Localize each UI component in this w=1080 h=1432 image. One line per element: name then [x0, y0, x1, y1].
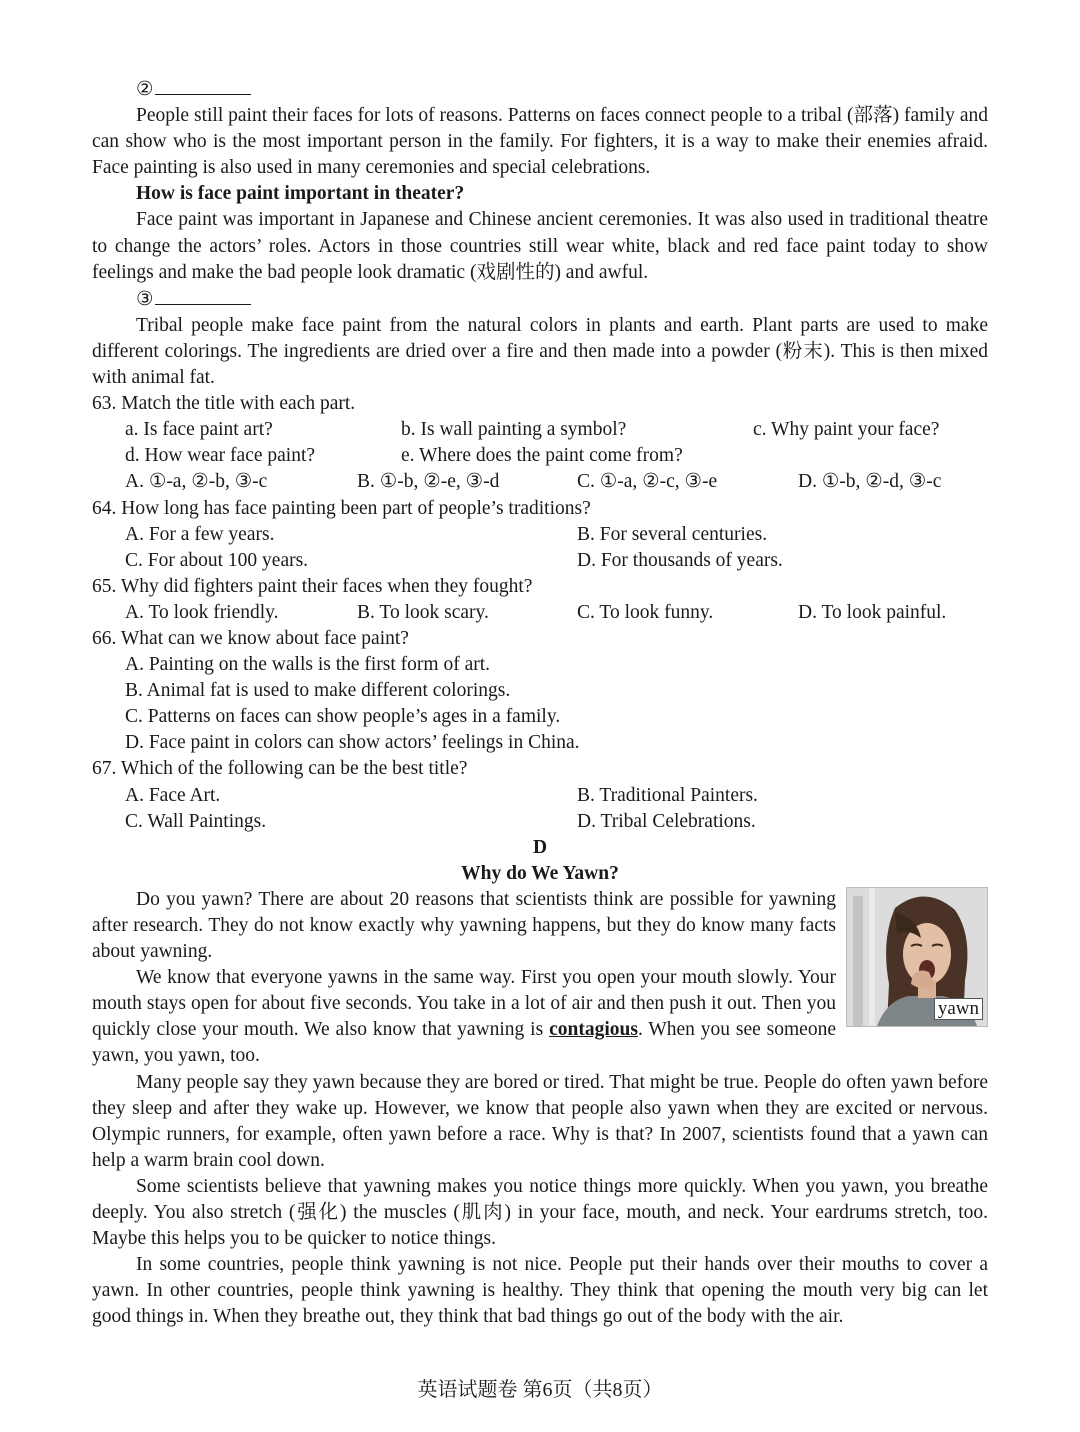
question-64-stem: 64. How long has face painting been part of people’s traditions? — [92, 497, 591, 519]
paragraph-d-5: In some countries, people think yawning is not nice. People put their hands over their mouths to cover a yawn. In other countries, people think yawning is healthy. They think that opening the mouth very big can let good things in. When they breathe out, they think that bad things go out of the body with the air. — [92, 1254, 988, 1328]
paragraph-tribal: Tribal people make face paint from the natural colors in plants and earth. Plant parts are used to make different colorings. The ingredients are dried over a fire and then made into a powder (粉末). This is then mixed with animal fat. — [92, 314, 988, 389]
section-d-letter: D — [532, 836, 548, 858]
question-67-stem: 67. Which of the following can be the best title? — [92, 758, 468, 780]
answer-option-c: C. Wall Paintings. — [125, 810, 267, 832]
question-67-options-row-1 — [92, 783, 988, 809]
answer-option-d: D. To look painful. — [798, 601, 947, 623]
answer-option-c: C. For about 100 years. — [125, 549, 309, 571]
title-option-a: a. Is face paint art? — [125, 419, 273, 441]
paragraph-reasons: People still paint their faces for lots of reasons. Patterns on faces connect people to a tribal (部落) family and can show who is the most important person in the family. For fighters, it is a way to make their enemies afraid. Face painting is also used in many ceremonies and special celebrations. — [92, 105, 988, 179]
question-63-stem: 63. Match the title with each part. — [92, 393, 356, 415]
question-64-options-row-2 — [92, 548, 988, 574]
answer-option-c: C. To look funny. — [577, 601, 714, 623]
question-65-stem: 65. Why did fighters paint their faces when they fought? — [92, 575, 533, 597]
answer-option-b: B. For several centuries. — [577, 523, 768, 545]
paragraph-d-4: Some scientists believe that yawning makes you notice things more quickly. When you yawn, you breathe deeply. You also stretch (强化) the muscles (肌肉) in your face, mouth, and neck. Your eardrums stretch, too. Maybe this helps you to be quicker to notice things. — [92, 1175, 988, 1250]
blank-2-line — [155, 76, 251, 95]
blank-3 — [92, 286, 988, 313]
answer-option-c: C. Patterns on faces can show people’s ages in a family. — [125, 706, 561, 728]
paragraph-theater: Face paint was important in Japanese and Chinese ancient ceremonies. It was also used in traditional theatre to change the actors’ roles. Actors in those countries still wear white, black and red face paint today to show feelings and make the bad people look dramatic (戏剧性的) and awful. — [92, 209, 988, 283]
answer-option-a: A. Painting on the walls is the first form of art. — [125, 654, 491, 676]
paragraph-d-2-text: We know that everyone yawns in the same way. First you open your mouth slowly. Your mouth stays open for about five seconds. You take in a lot of air and then push it out. Then you quickly close your mouth. We also know that yawning is — [92, 967, 836, 1041]
question-67-options-row-2 — [92, 809, 988, 835]
blank-2-marker: ② — [136, 79, 154, 100]
answer-option-a: A. For a few years. — [125, 523, 275, 545]
answer-option-d: D. ①-b, ②-d, ③-c — [798, 471, 942, 493]
paragraph-d-3: Many people say they yawn because they are bored or tired. That might be true. People do often yawn before they sleep and after they wake up. However, we know that people also yawn when they are excited or nervous. Olympic runners, for example, often yawn before a race. Why is that? In 2007, scientists found that a yawn can help a warm brain cool down. — [92, 1071, 988, 1171]
answer-option-a: A. To look friendly. — [125, 601, 279, 623]
question-66-stem: 66. What can we know about face paint? — [92, 627, 409, 649]
answer-option-d: D. Face paint in colors can show actors’ feelings in China. — [125, 732, 580, 754]
title-option-b: b. Is wall painting a symbol? — [401, 419, 627, 441]
yawning-woman-photo — [846, 887, 988, 1027]
heading-theater: How is face paint important in theater? — [136, 183, 465, 205]
section-d-title: Why do We Yawn? — [461, 862, 619, 884]
question-65-options — [92, 600, 988, 626]
paragraph-d-2-end: . When you see someone yawn, you yawn, too. — [92, 1019, 836, 1067]
answer-option-b: B. ①-b, ②-e, ③-d — [357, 471, 500, 493]
photo-label: yawn — [934, 998, 983, 1020]
answer-option-d: D. Tribal Celebrations. — [577, 810, 756, 832]
answer-option-b: B. Traditional Painters. — [577, 784, 758, 806]
page-content — [92, 76, 988, 1331]
keyword-contagious: contagious — [549, 1019, 638, 1041]
title-option-e: e. Where does the paint come from? — [401, 445, 683, 467]
answer-option-c: C. ①-a, ②-c, ③-e — [577, 471, 718, 493]
question-64-options-row-1 — [92, 522, 988, 548]
question-63-options — [92, 469, 988, 495]
answer-option-d: D. For thousands of years. — [577, 549, 783, 571]
blank-2 — [92, 76, 988, 103]
section-d-body — [92, 887, 988, 1331]
answer-option-b: B. To look scary. — [357, 601, 489, 623]
blank-3-marker: ③ — [136, 288, 154, 310]
title-option-c: c. Why paint your face? — [753, 419, 940, 441]
answer-option-b: B. Animal fat is used to make different colorings. — [125, 680, 511, 702]
title-option-d: d. How wear face paint? — [125, 445, 316, 467]
answer-option-a: A. Face Art. — [125, 784, 221, 806]
question-63-titles-row-1 — [92, 417, 988, 443]
answer-option-a: A. ①-a, ②-b, ③-c — [125, 471, 268, 493]
question-63-titles-row-2 — [92, 443, 988, 469]
paragraph-d-1: Do you yawn? There are about 20 reasons that scientists think are possible for yawning after research. They do not know exactly why yawning happens, but they do know many facts about yawning. — [92, 888, 836, 963]
page-footer: 英语试题卷 第6页（共8页） — [417, 1379, 663, 1401]
blank-3-line — [155, 286, 251, 305]
